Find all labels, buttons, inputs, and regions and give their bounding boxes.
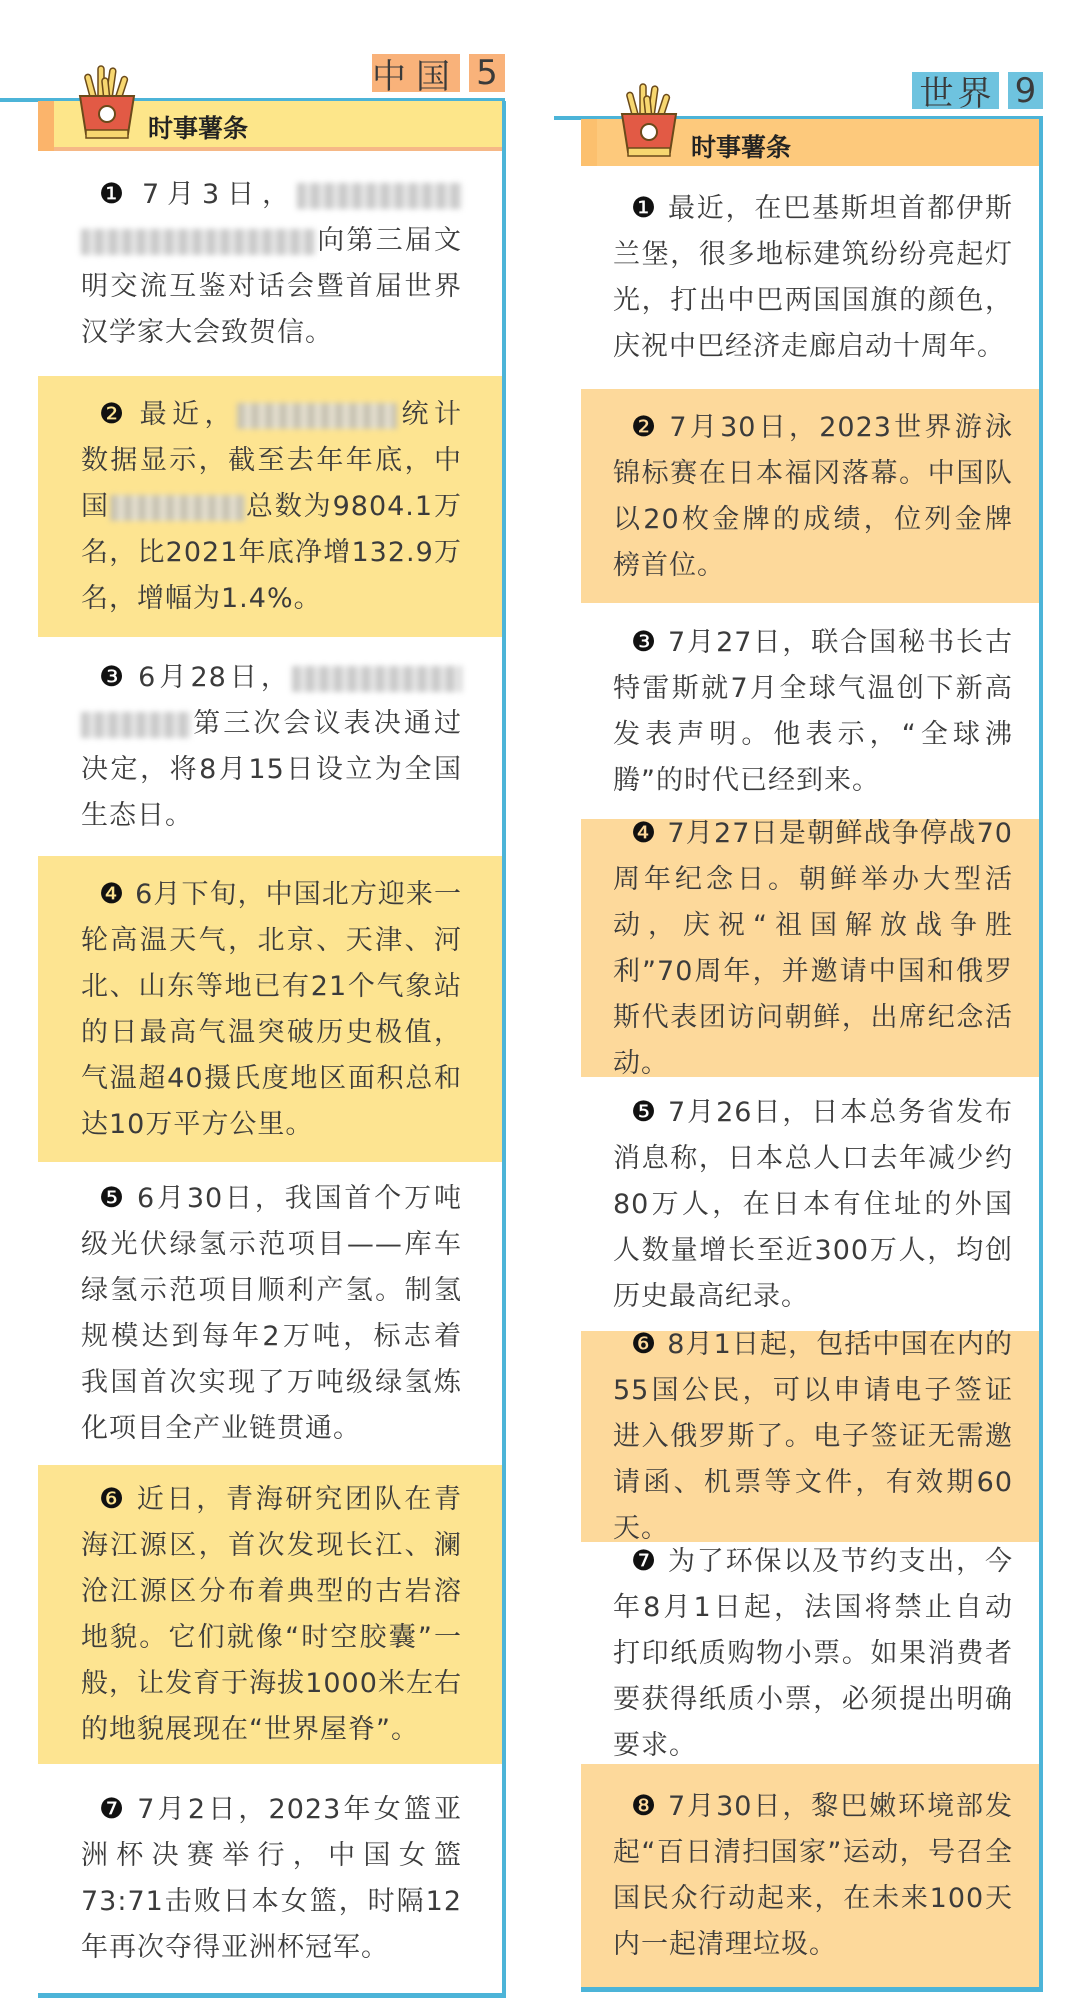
list-item: ❸ 6月28日，第三次会议表决通过决定，将8月15日设立为全国生态日。 bbox=[38, 637, 502, 856]
number-badge: ❶ bbox=[99, 177, 133, 210]
number-badge: ❼ bbox=[631, 1543, 658, 1577]
china-news-panel bbox=[38, 101, 506, 1998]
list-item: ❶ 最近，在巴基斯坦首都伊斯兰堡，很多地标建筑纷纷亮起灯光，打出中巴两国国旗的颜色，庆祝中巴经济走廊启动十周年。 bbox=[581, 166, 1039, 389]
list-item: ❻ 8月1日起，包括中国在内的55国公民，可以申请电子签证进入俄罗斯了。电子签证无需邀请函、机票等文件，有效期60天。 bbox=[581, 1331, 1039, 1542]
number-badge: ❷ bbox=[631, 409, 660, 443]
china-tag: 中国 bbox=[372, 54, 460, 92]
number-badge: ❹ bbox=[99, 876, 126, 910]
number-badge: ❻ bbox=[631, 1327, 658, 1360]
number-badge: ❶ bbox=[631, 191, 658, 224]
right-header-title: 时事薯条 bbox=[691, 132, 792, 162]
number-badge: ❷ bbox=[99, 397, 130, 430]
list-item: ❸ 7月27日，联合国秘书长古特雷斯就7月全球气温创下新高发表声明。他表示，“全球沸腾”的时代已经到来。 bbox=[581, 603, 1039, 819]
list-item: ❷ 7月30日，2023世界游泳锦标赛在日本福冈落幕。中国队以20枚金牌的成绩，位列金牌榜首位。 bbox=[581, 389, 1039, 603]
blurred-text bbox=[237, 403, 397, 429]
blurred-text bbox=[81, 712, 191, 738]
number-badge: ❺ bbox=[631, 1094, 659, 1128]
number-badge: ❸ bbox=[99, 660, 129, 693]
list-item: ❹ 7月27日是朝鲜战争停战70周年纪念日。朝鲜举办大型活动，庆祝“祖国解放战争胜利”70周年，并邀请中国和俄罗斯代表团访问朝鲜，出席纪念活动。 bbox=[581, 819, 1039, 1077]
list-item: ❺ 6月30日，我国首个万吨级光伏绿氢示范项目——库车绿氢示范项目顺利产氢。制氢规模达到每年2万吨，标志着我国首次实现了万吨级绿氢炼化项目全产业链贯通。 bbox=[38, 1162, 502, 1465]
blurred-text bbox=[81, 229, 316, 255]
world-news-panel bbox=[581, 119, 1043, 1992]
fries-icon bbox=[76, 64, 138, 142]
right-items bbox=[581, 166, 1039, 1987]
blurred-text bbox=[292, 666, 462, 692]
world-tag: 世界 bbox=[912, 72, 999, 109]
number-badge: ❹ bbox=[631, 815, 658, 849]
number-badge: ❻ bbox=[99, 1482, 127, 1515]
list-item: ❼ 7月2日，2023年女篮亚洲杯决赛举行，中国女篮73:71击败日本女篮，时隔12年再次夺得亚洲杯冠军。 bbox=[38, 1764, 502, 1993]
list-item: ❺ 7月26日，日本总务省发布消息称，日本总人口去年减少约80万人，在日本有住址的外国人数量增长至近300万人，均创历史最高纪录。 bbox=[581, 1077, 1039, 1331]
list-item: ❶ 7月3日，向第三届文明交流互鉴对话会暨首届世界汉学家大会致贺信。 bbox=[38, 151, 502, 376]
list-item: ❷ 最近， 统计数据显示，截至去年年底，中国 总数为9804.1万名，比2021年底净增132.9万名，增幅为1.4%。 bbox=[38, 376, 502, 637]
fries-icon bbox=[618, 82, 680, 160]
list-item: ❹ 6月下旬，中国北方迎来一轮高温天气，北京、天津、河北、山东等地已有21个气象站的日最高气温突破历史极值，气温超40摄氏度地区面积总和达10万平方公里。 bbox=[38, 856, 502, 1162]
left-header-title: 时事薯条 bbox=[148, 114, 249, 143]
number-badge: ❺ bbox=[99, 1181, 127, 1214]
blurred-text bbox=[297, 183, 462, 209]
list-item: ❻ 近日，青海研究团队在青海江源区，首次发现长江、澜沧江源区分布着典型的古岩溶地貌。它们就像“时空胶囊”一般，让发育于海拔1000米左右的地貌展现在“世界屋脊”。 bbox=[38, 1465, 502, 1764]
list-item: ❼ 为了环保以及节约支出，今年8月1日起，法国将禁止自动打印纸质购物小票。如果消费者要获得纸质小票，必须提出明确要求。 bbox=[581, 1542, 1039, 1764]
number-badge: ❸ bbox=[631, 624, 659, 658]
number-badge: ❽ bbox=[631, 1789, 659, 1822]
number-badge: ❼ bbox=[99, 1792, 128, 1825]
blurred-text bbox=[110, 495, 245, 521]
china-count-tag: 5 bbox=[469, 54, 505, 92]
left-items bbox=[38, 151, 502, 1993]
world-count-tag: 9 bbox=[1008, 72, 1043, 109]
list-item: ❽ 7月30日，黎巴嫩环境部发起“百日清扫国家”运动，号召全国民众行动起来，在未来100天内一起清理垃圾。 bbox=[581, 1764, 1039, 1987]
